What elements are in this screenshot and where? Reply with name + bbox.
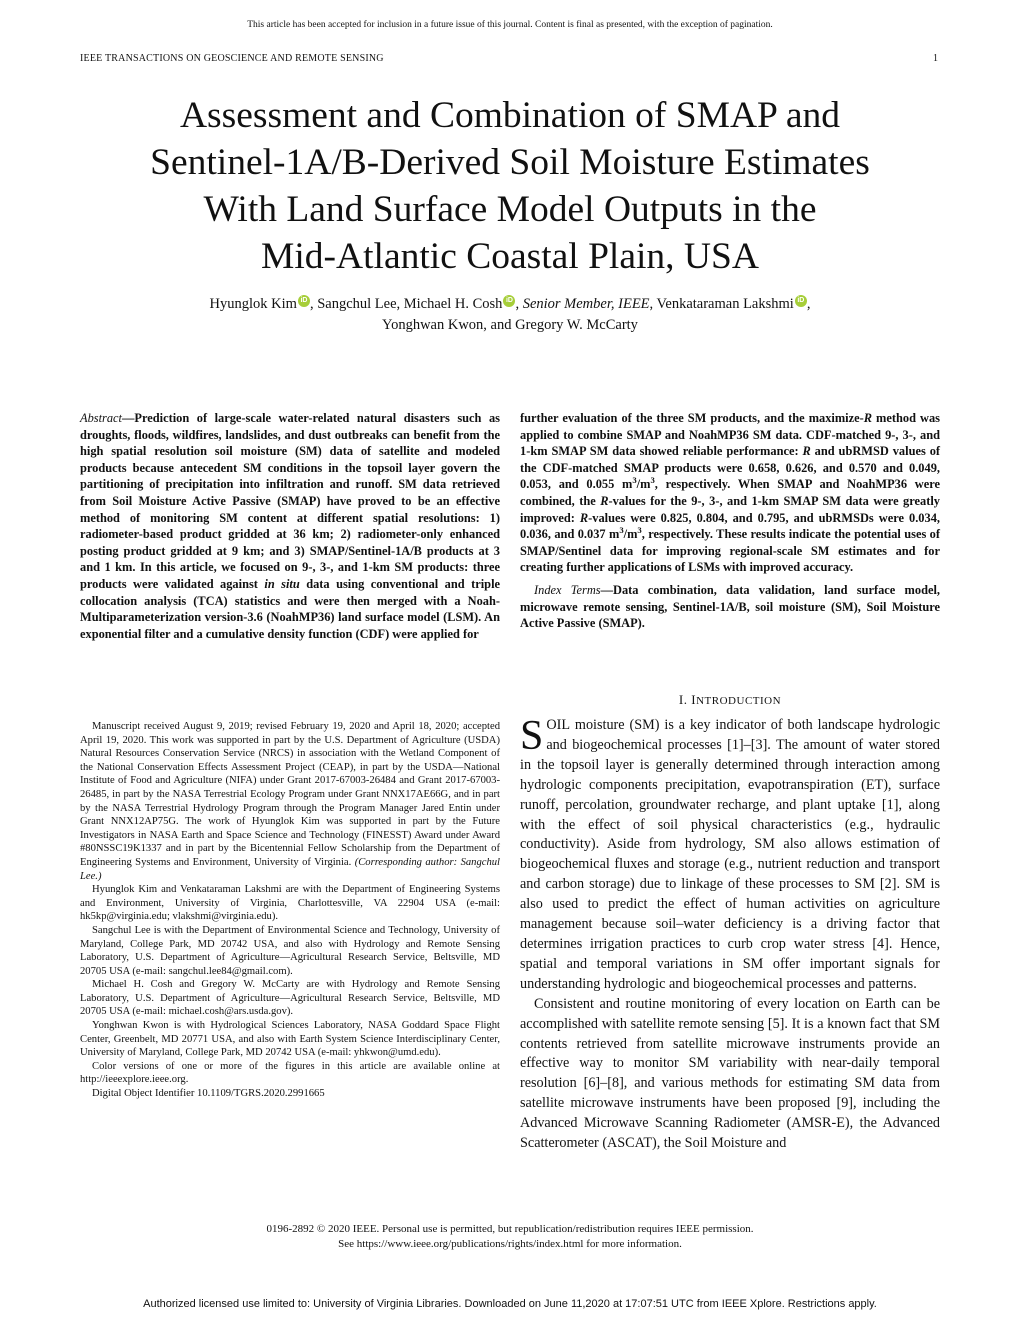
footnote-paragraph: Digital Object Identifier 10.1109/TGRS.2020.2991665: [92, 1088, 325, 1100]
footnote-text: Manuscript received August 9, 2019; revised February 19, 2020 and April 18, 2020; accepted April 19, 2020. This work was supported in part by the U.S. Department of Agriculture (USDA) Natural Resources Conservation Service (NRCS) in association with the Wetland Component of the National Conservation Effects Assessment Project (CEAP), in part by the USDA—National Institute of Food and Agriculture (NIFA) under Grant 2017-67003-26484 and Grant 2017-67003-26485, in part by the NASA Terrestrial Ecology Program under Grant NNX17AE66G, and in part by the NASA Terrestrial Hydrology Program through the Program Manager Jared Entin under Grant NNX12AP75G. The work of Hyunglok Kim was supported in part by the Future Investigators in NASA Earth and Space Science and Technology (FINESST) Award under Award #80NSSC19K1337 and in part by the Bicentennial Fellow Scholarship from the Department of Engineering Systems and Environment, University of Virginia.: [80, 721, 500, 868]
lead-word: OIL: [546, 717, 570, 733]
abstract-symbol: R: [600, 493, 609, 508]
author-membership: Senior Member, IEEE: [522, 296, 650, 312]
footnote-paragraph: Sangchul Lee is with the Department of Environmental Science and Technology, University of Maryland, College Park, MD 20742 USA, and also with Hydrology and Remote Sensing Laboratory, U.S. Department of Agriculture—Agricultural Research Service, Beltsville, MD 20705 USA (e-mail: sangchul.lee84@gmail.com).: [80, 924, 500, 977]
footnote: [80, 720, 500, 1101]
author-name: , Sangchul Lee, Michael H. Cosh: [309, 296, 503, 312]
author-name: Yonghwan Kwon, and Gregory W. McCarty: [382, 317, 638, 333]
abstract: [80, 410, 500, 642]
section-number: I.: [678, 692, 688, 707]
section-title: I: [691, 692, 697, 707]
introduction-body: [520, 713, 940, 1154]
title-line: Mid-Atlantic Coastal Plain, USA: [261, 236, 759, 277]
abstract-text: /m: [636, 477, 651, 492]
license-notice: Authorized licensed use limited to: University of Virginia Libraries. Downloaded on June 11,2020 at 17:07:51 UTC from IEEE Xplore. Restrictions apply.: [143, 1298, 877, 1310]
superscript: 3: [632, 475, 637, 486]
footnote-paragraph: Yonghwan Kwon is with Hydrological Sciences Laboratory, NASA Goddard Space Flight Center, Greenbelt, MD 20771 USA, and also with Earth System Science Interdisciplinary Center, University of Maryland, College Park, MD 20742 USA (e-mail: yhkwon@umd.edu).: [80, 1020, 500, 1059]
superscript: 3: [619, 525, 624, 536]
abstract-text: method was applied to combine SMAP and NoahMP36 SM data. CDF-matched 9-, 3-, and 1-km SMAP SM data showed reliable performance:: [520, 411, 940, 459]
abstract-text: in situ: [264, 576, 300, 591]
journal-running-head: IEEE TRANSACTIONS ON GEOSCIENCE AND REMOTE SENSING: [80, 53, 384, 64]
body-text: moisture (SM) is a key indicator of both landscape hydrologic and biogeochemical processes [1]–[3]. The amount of water stored in the topsoil layer is generally determined through interaction among hydrologic components precipitation, evapotranspiration (ET), surface runoff, percolation, groundwater recharge, and plant uptake [1], along with the effect of soil physical characteristics (e.g., hydraulic conductivity). Aside from hydrology, SM also allows estimation of biogeochemical fluxes and storage (e.g., nutrient reduction and transport and carbon storage) due to linkage of these processes to SM [2]. SM is also used to predict the effect of human activities on agriculture management because soil–water deficiency is a driving factor that determines irrigation practices to curb crop water stress [4]. Hence, spatial and temporal variations in SM offer important signals for understanding hydrologic and biogeochemical processes and patterns.: [520, 717, 940, 992]
abstract-dash: —: [122, 411, 135, 425]
copyright-line: 0196-2892 © 2020 IEEE. Personal use is permitted, but republication/redistribution requires IEEE permission.: [266, 1223, 754, 1235]
footnote-paragraph: [80, 720, 500, 883]
orcid-icon[interactable]: iD: [795, 295, 807, 307]
author-name: , Venkataraman Lakshmi: [649, 296, 794, 312]
abstract-text: further evaluation of the three SM products, and the maximize-: [520, 411, 864, 425]
abstract-label: Abstract: [80, 411, 122, 425]
abstract-text: data using conventional and triple collocation analysis (TCA) statistics and were then merged with a Noah-Multiparameterization version-3.6 (NoahMP36) land surface model (LSM). An exponential filter and a cumulative density function (CDF) were applied for: [80, 576, 501, 641]
index-terms: [520, 582, 940, 632]
body-paragraph: Consistent and routine monitoring of every location on Earth can be accomplished with satellite remote sensing [5]. It is a known fact that SM contents retrieved from satellite microwave instruments provide an effective way to monitor SM variability with near-daily temporal resolution [6]–[8], and various methods for estimating SM data from satellite microwave instruments have been proposed [9], including the Advanced Microwave Scanning Radiometer (AMSR-E), the Advanced Scatterometer (ASCAT), the Soil Moisture and: [520, 995, 940, 1152]
footnote-paragraph: Michael H. Cosh and Gregory W. McCarty are with Hydrology and Remote Sensing Laboratory, U.S. Department of Agriculture—Agricultural Research Service, Beltsville, MD 20705 USA (e-mail: michael.cosh@ars.usda.gov).: [80, 979, 500, 1018]
abstract-text: -values for the 9-, 3-, and 1-km SMAP SM data were greatly improved:: [520, 493, 940, 525]
footnote-paragraph: Hyunglok Kim and Venkataraman Lakshmi are with the Department of Engineering Systems and Environment, University of Virginia, Charlottesville, VA 22904 USA (e-mail: hk5kp@virginia.edu; vlakshmi@virginia.edu).: [80, 884, 500, 923]
abstract-continued: [520, 410, 940, 632]
copyright-notice: [0, 1222, 1020, 1252]
index-terms-dash: —: [600, 582, 613, 597]
abstract-text: , respectively. When SMAP and NoahMP36 were combined, the: [520, 477, 940, 508]
abstract-symbol: R: [579, 510, 589, 525]
author-name: Hyunglok Kim: [209, 296, 297, 312]
section-heading: [520, 692, 940, 708]
footnote-paragraph: Color versions of one or more of the figures in this article are available online at http://ieeexplore.ieee.org.: [80, 1060, 500, 1086]
drop-cap: S: [520, 713, 544, 759]
copyright-line: See https://www.ieee.org/publications/rights/index.html for more information.: [338, 1238, 682, 1250]
page-number: 1: [933, 53, 938, 64]
abstract-text: , respectively. These results indicate the potential uses of SMAP/Sentinel data for improving regional-scale SM estimates and for creating further applications of LSMs with improved accuracy.: [520, 527, 941, 575]
section-title: NTRODUCTION: [696, 695, 782, 707]
corresponding-author: (Corresponding author: Sangchul Lee.): [80, 856, 501, 882]
superscript: 3: [637, 525, 642, 536]
abstract-text: and ubRMSD values of the CDF-matched SMAP products were 0.658, 0.626, and 0.570 and 0.049, 0.053, and 0.055 m: [520, 444, 941, 492]
acceptance-notice: This article has been accepted for inclusion in a future issue of this journal. Content is final as presented, with the exception of pagination.: [247, 20, 773, 30]
index-terms-label: Index Terms: [534, 582, 601, 597]
index-terms-text: Data combination, data validation, land surface model, microwave remote sensing, Sentinel-1A/B, soil moisture (SM), Soil Moisture Active Passive (SMAP).: [520, 582, 940, 631]
orcid-icon[interactable]: iD: [503, 295, 515, 307]
body-paragraph: [520, 713, 940, 995]
superscript: 3: [650, 475, 655, 486]
abstract-symbol: R: [863, 411, 872, 425]
abstract-text: /m: [623, 527, 638, 542]
author-list: Hyunglok Kim iD , Sangchul Lee, Michael H. Cosh iD , Senior Member, IEEE, Venkataraman Lakshmi iD , Yonghwan Kwon, and Gregory W. McCarty: [80, 294, 940, 336]
abstract-symbol: R: [802, 444, 811, 459]
abstract-text: -values were 0.825, 0.804, and 0.795, and ubRMSDs were 0.034, 0.036, and 0.037 m: [520, 510, 940, 542]
paper-title: [100, 92, 920, 280]
title-line: Sentinel-1A/B-Derived Soil Moisture Estimates: [150, 142, 870, 183]
orcid-icon[interactable]: iD: [298, 295, 310, 307]
title-line: With Land Surface Model Outputs in the: [203, 189, 817, 230]
abstract-text: Prediction of large-scale water-related natural disasters such as droughts, floods, wildfires, landslides, and dust outbreaks can benefit from the high spatial resolution soil moisture (SM) data of satellite and modeled products because antecedent SM conditions in the topsoil layer govern the partitioning of precipitation into infiltration and runoff. SM data retrieved from Soil Moisture Active Passive (SMAP) have proved to be an effective method of monitoring SM content at different spatial resolutions: 1) radiometer-based product gridded at 36 km; 2) radiometer-only enhanced posting product gridded at 9 km; and 3) SMAP/Sentinel-1A/B products at 3 and 1 km. In this article, we focused on 9-, 3-, and 1-km SM products: three products were validated against: [80, 411, 500, 591]
title-line: Assessment and Combination of SMAP and: [179, 95, 841, 136]
